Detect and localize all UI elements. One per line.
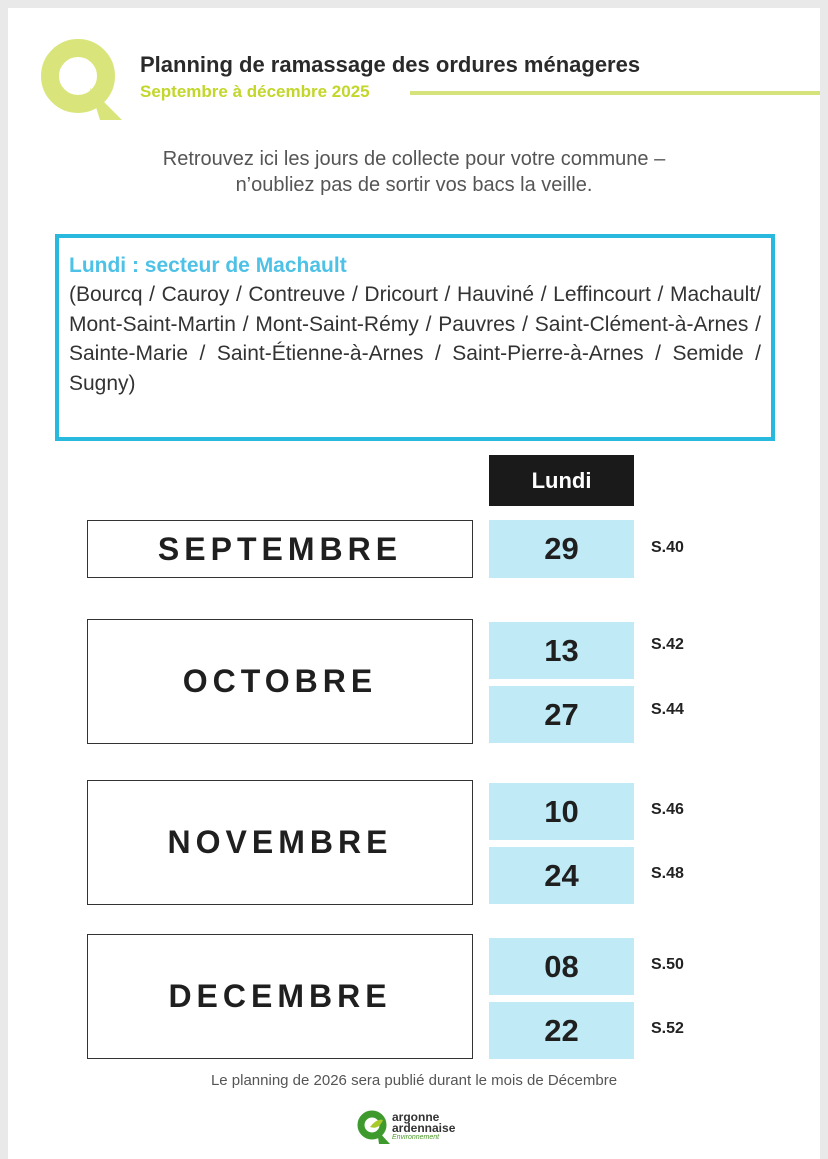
brand-line-1: argonne [392,1110,440,1124]
week-label: S.44 [651,701,684,718]
brand-line-3: Environnement [392,1134,440,1141]
intro-text [68,146,760,198]
date-cell: 10 [489,783,634,840]
week-label: S.48 [651,865,684,882]
day-column-header: Lundi [489,455,634,506]
month-label-september: SEPTEMBRE [87,520,473,578]
month-label-november: NOVEMBRE [87,780,473,905]
page-subtitle: Septembre à décembre 2025 [140,82,370,101]
date-cell: 29 [489,520,634,578]
date-cell: 22 [489,1002,634,1059]
q-leaf-logo-icon [38,36,128,128]
intro-line-1: Retrouvez ici les jours de collecte pour votre commune – [162,148,666,170]
footer-note: Le planning de 2026 sera publié durant le mois de Décembre [210,1072,618,1089]
sector-communes: (Bourcq / Cauroy / Contreuve / Dricourt / Hauviné / Leffincourt / Machault/ Mont-Saint-Martin / Mont-Saint-Rémy / Pauvres / Saint-Clément-à-Arnes / Sainte-Marie / Saint-Étienne-à-Arnes / Saint-Pierre-à-Arnes / Semide / Sugny) [69,283,761,395]
sector-box [55,234,775,441]
date-cell: 08 [489,938,634,995]
subtitle-divider [410,91,820,95]
date-cell: 13 [489,622,634,679]
brand-name [392,1112,455,1142]
month-label-october: OCTOBRE [87,619,473,744]
week-label: S.42 [651,636,684,653]
week-label: S.50 [651,956,684,973]
date-cell: 27 [489,686,634,743]
brand-logo-icon [357,1110,391,1146]
month-label-december: DECEMBRE [87,934,473,1059]
intro-line-2: n’oubliez pas de sortir vos bacs la veille. [235,174,593,196]
week-label: S.46 [651,801,684,818]
schedule-page [8,8,820,1159]
date-cell: 24 [489,847,634,904]
week-label: S.40 [651,539,684,556]
sector-title: Lundi : secteur de Machault [69,254,347,277]
page-title: Planning de ramassage des ordures ménageres [140,52,641,77]
brand-line-2: ardennaise [392,1121,456,1135]
week-label: S.52 [651,1020,684,1037]
